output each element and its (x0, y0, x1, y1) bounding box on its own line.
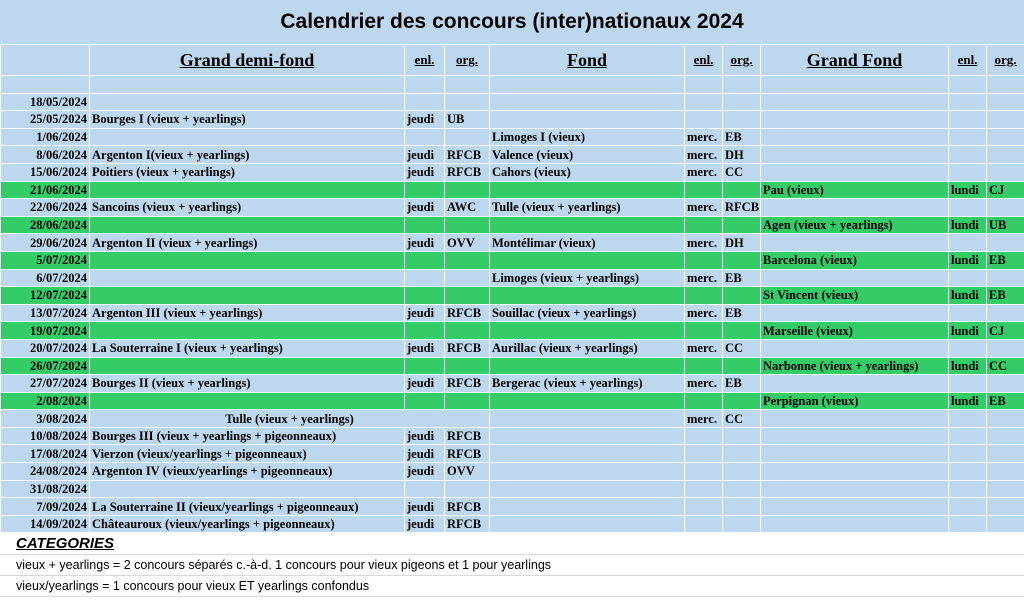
table-row (1, 216, 1024, 234)
org-cell (445, 251, 490, 269)
org-cell (723, 357, 761, 375)
enl-cell (949, 339, 987, 357)
grand-demi-fond-cell (90, 93, 405, 111)
date-cell: 15/06/2024 (1, 163, 90, 181)
enl-cell (949, 375, 987, 393)
enl-cell (405, 93, 445, 111)
fond-cell: Valence (vieux) (490, 146, 685, 164)
date-cell: 1/06/2024 (1, 128, 90, 146)
enl-cell: jeudi (405, 445, 445, 463)
enl-cell (685, 181, 723, 199)
enl-cell (949, 234, 987, 252)
org-cell: EB (723, 375, 761, 393)
table-row (1, 357, 1024, 375)
fond-cell (490, 93, 685, 111)
org-cell (987, 111, 1024, 129)
org-cell: CJ (987, 181, 1024, 199)
grand-fond-cell (761, 410, 949, 428)
date-cell: 25/05/2024 (1, 111, 90, 129)
date-cell: 5/07/2024 (1, 251, 90, 269)
enl-cell (949, 269, 987, 287)
grand-fond-cell: Narbonne (vieux + yearlings) (761, 357, 949, 375)
header-org-2: org. (723, 45, 761, 76)
grand-demi-fond-cell: Poitiers (vieux + yearlings) (90, 163, 405, 181)
grand-demi-fond-cell: Argenton II (vieux + yearlings) (90, 234, 405, 252)
fond-cell: Aurillac (vieux + yearlings) (490, 339, 685, 357)
grand-demi-fond-cell (90, 392, 405, 410)
fond-cell (490, 216, 685, 234)
org-cell (445, 128, 490, 146)
grand-demi-fond-cell (90, 322, 405, 340)
org-cell: RFCB (445, 445, 490, 463)
grand-fond-cell (761, 269, 949, 287)
org-cell (445, 181, 490, 199)
enl-cell: lundi (949, 392, 987, 410)
grand-fond-cell (761, 146, 949, 164)
org-cell (445, 357, 490, 375)
enl-cell: jeudi (405, 339, 445, 357)
enl-cell (685, 480, 723, 498)
grand-demi-fond-cell (90, 181, 405, 199)
org-cell: OVV (445, 234, 490, 252)
org-cell (445, 287, 490, 305)
fond-cell: Tulle (vieux + yearlings) (490, 199, 685, 217)
enl-cell (405, 287, 445, 305)
date-cell: 2/08/2024 (1, 392, 90, 410)
fond-cell (490, 445, 685, 463)
enl-cell: lundi (949, 287, 987, 305)
org-cell (987, 498, 1024, 516)
org-cell: DH (723, 146, 761, 164)
table-row (1, 199, 1024, 217)
enl-cell (949, 410, 987, 428)
date-cell: 6/07/2024 (1, 269, 90, 287)
enl-cell: lundi (949, 322, 987, 340)
org-cell (723, 216, 761, 234)
table-row (1, 515, 1024, 533)
table-row (1, 445, 1024, 463)
grand-fond-cell (761, 234, 949, 252)
org-cell: EB (987, 251, 1024, 269)
grand-demi-fond-cell: Argenton III (vieux + yearlings) (90, 304, 405, 322)
date-cell: 29/06/2024 (1, 234, 90, 252)
enl-cell: jeudi (405, 163, 445, 181)
org-cell: RFCB (445, 515, 490, 533)
date-cell: 19/07/2024 (1, 322, 90, 340)
fond-cell: Souillac (vieux + yearlings) (490, 304, 685, 322)
enl-cell: jeudi (405, 427, 445, 445)
grand-fond-cell (761, 339, 949, 357)
grand-fond-cell (761, 463, 949, 481)
calendar-table (0, 44, 1024, 533)
org-cell (987, 304, 1024, 322)
org-cell (445, 322, 490, 340)
date-cell: 13/07/2024 (1, 304, 90, 322)
enl-cell: jeudi (405, 375, 445, 393)
grand-demi-fond-cell: Vierzon (vieux/yearlings + pigeonneaux) (90, 445, 405, 463)
fond-cell (490, 111, 685, 129)
enl-cell: merc. (685, 269, 723, 287)
grand-demi-fond-cell: La Souterraine II (vieux/yearlings + pigeonneaux) (90, 498, 405, 516)
header-row (1, 45, 1024, 76)
spacer-row (1, 76, 1024, 94)
org-cell: UB (987, 216, 1024, 234)
org-cell: RFCB (723, 199, 761, 217)
header-date (1, 45, 90, 76)
grand-demi-fond-cell (90, 480, 405, 498)
fond-cell: Bergerac (vieux + yearlings) (490, 375, 685, 393)
grand-fond-cell: Barcelona (vieux) (761, 251, 949, 269)
header-org-1: org. (445, 45, 490, 76)
org-cell (987, 515, 1024, 533)
enl-cell (405, 357, 445, 375)
fond-cell (490, 251, 685, 269)
fond-cell: Limoges I (vieux) (490, 128, 685, 146)
grand-demi-fond-cell (90, 357, 405, 375)
table-row (1, 128, 1024, 146)
enl-cell: jeudi (405, 498, 445, 516)
header-org-3: org. (987, 45, 1024, 76)
table-row (1, 427, 1024, 445)
enl-cell (405, 322, 445, 340)
enl-cell (685, 515, 723, 533)
categories-legend (0, 534, 1024, 597)
enl-cell (949, 480, 987, 498)
org-cell (723, 498, 761, 516)
date-cell: 27/07/2024 (1, 375, 90, 393)
grand-demi-fond-cell (90, 216, 405, 234)
date-cell: 26/07/2024 (1, 357, 90, 375)
org-cell: AWC (445, 199, 490, 217)
fond-cell (490, 357, 685, 375)
org-cell (445, 93, 490, 111)
enl-cell: merc. (685, 199, 723, 217)
header-fond: Fond (490, 45, 685, 76)
categories-line-2: vieux/yearlings = 1 concours pour vieux ET yearlings confondus (0, 576, 1024, 597)
enl-cell (949, 199, 987, 217)
org-cell (723, 463, 761, 481)
enl-cell: lundi (949, 216, 987, 234)
table-row (1, 480, 1024, 498)
fond-cell (490, 498, 685, 516)
org-cell: DH (723, 234, 761, 252)
enl-cell (949, 427, 987, 445)
enl-cell (685, 93, 723, 111)
org-cell: CC (987, 357, 1024, 375)
org-cell (987, 199, 1024, 217)
enl-cell (685, 427, 723, 445)
org-cell: UB (445, 111, 490, 129)
enl-cell (685, 357, 723, 375)
date-cell: 20/07/2024 (1, 339, 90, 357)
grand-fond-cell (761, 427, 949, 445)
fond-cell (490, 287, 685, 305)
grand-demi-fond-cell: Argenton I(vieux + yearlings) (90, 146, 405, 164)
fond-cell (490, 181, 685, 199)
grand-demi-fond-cell: Châteauroux (vieux/yearlings + pigeonneaux) (90, 515, 405, 533)
grand-demi-fond-cell (90, 269, 405, 287)
date-cell: 17/08/2024 (1, 445, 90, 463)
org-cell (987, 463, 1024, 481)
org-cell (987, 234, 1024, 252)
enl-cell (949, 498, 987, 516)
date-cell: 10/08/2024 (1, 427, 90, 445)
grand-fond-cell (761, 199, 949, 217)
org-cell (723, 515, 761, 533)
header-enl-3: enl. (949, 45, 987, 76)
org-cell (987, 93, 1024, 111)
enl-cell: merc. (685, 234, 723, 252)
org-cell: CJ (987, 322, 1024, 340)
categories-title: CATEGORIES (0, 534, 1024, 555)
org-cell: RFCB (445, 427, 490, 445)
enl-cell: lundi (949, 251, 987, 269)
table-row (1, 375, 1024, 393)
org-cell (723, 445, 761, 463)
sheet-title: Calendrier des concours (inter)nationaux 2024 (0, 0, 1024, 44)
org-cell: RFCB (445, 498, 490, 516)
org-cell: CC (723, 410, 761, 428)
grand-fond-cell (761, 375, 949, 393)
enl-cell (949, 163, 987, 181)
date-cell: 8/06/2024 (1, 146, 90, 164)
enl-cell (405, 216, 445, 234)
date-cell: 21/06/2024 (1, 181, 90, 199)
fond-cell: Limoges (vieux + yearlings) (490, 269, 685, 287)
enl-cell (685, 392, 723, 410)
enl-cell (405, 128, 445, 146)
enl-cell (685, 251, 723, 269)
enl-cell: merc. (685, 163, 723, 181)
enl-cell (949, 146, 987, 164)
org-cell (987, 427, 1024, 445)
date-cell: 18/05/2024 (1, 93, 90, 111)
enl-cell (405, 251, 445, 269)
fond-cell (490, 410, 685, 428)
enl-cell: jeudi (405, 111, 445, 129)
org-cell (987, 410, 1024, 428)
grand-fond-cell: Agen (vieux + yearlings) (761, 216, 949, 234)
date-cell: 7/09/2024 (1, 498, 90, 516)
fond-cell (490, 392, 685, 410)
enl-cell: merc. (685, 375, 723, 393)
enl-cell: jeudi (405, 304, 445, 322)
enl-cell (949, 445, 987, 463)
org-cell: RFCB (445, 163, 490, 181)
table-row (1, 163, 1024, 181)
table-row (1, 269, 1024, 287)
enl-cell: jeudi (405, 515, 445, 533)
date-cell: 22/06/2024 (1, 199, 90, 217)
date-cell: 14/09/2024 (1, 515, 90, 533)
grand-demi-fond-cell (90, 128, 405, 146)
enl-cell (949, 304, 987, 322)
table-row (1, 287, 1024, 305)
enl-cell (685, 287, 723, 305)
enl-cell (685, 445, 723, 463)
table-row (1, 93, 1024, 111)
enl-cell: merc. (685, 304, 723, 322)
enl-cell (405, 392, 445, 410)
table-row (1, 392, 1024, 410)
grand-fond-cell (761, 445, 949, 463)
fond-cell (490, 480, 685, 498)
table-row (1, 181, 1024, 199)
enl-cell (949, 111, 987, 129)
header-enl-2: enl. (685, 45, 723, 76)
date-cell: 31/08/2024 (1, 480, 90, 498)
grand-demi-fond-cell (90, 287, 405, 305)
org-cell (987, 269, 1024, 287)
enl-cell: merc. (685, 128, 723, 146)
org-cell (723, 111, 761, 129)
table-row (1, 463, 1024, 481)
grand-fond-cell (761, 480, 949, 498)
org-cell (723, 181, 761, 199)
org-cell: CC (723, 339, 761, 357)
org-cell (445, 480, 490, 498)
grand-fond-cell: Pau (vieux) (761, 181, 949, 199)
enl-cell (949, 93, 987, 111)
table-row (1, 322, 1024, 340)
enl-cell (685, 463, 723, 481)
enl-cell (685, 498, 723, 516)
grand-fond-cell (761, 128, 949, 146)
enl-cell (949, 515, 987, 533)
enl-cell: merc. (685, 146, 723, 164)
org-cell (987, 445, 1024, 463)
enl-cell (685, 322, 723, 340)
header-grand-demi-fond: Grand demi-fond (90, 45, 405, 76)
org-cell: RFCB (445, 339, 490, 357)
org-cell: EB (723, 128, 761, 146)
org-cell (723, 427, 761, 445)
org-cell (723, 287, 761, 305)
fond-cell (490, 322, 685, 340)
table-row (1, 251, 1024, 269)
table-row (1, 410, 1024, 428)
fond-cell (490, 515, 685, 533)
header-grand-fond: Grand Fond (761, 45, 949, 76)
grand-fond-cell (761, 515, 949, 533)
org-cell: EB (987, 392, 1024, 410)
header-enl-1: enl. (405, 45, 445, 76)
grand-fond-cell (761, 304, 949, 322)
org-cell (987, 146, 1024, 164)
org-cell: RFCB (445, 375, 490, 393)
org-cell (445, 392, 490, 410)
org-cell (723, 322, 761, 340)
grand-fond-cell: Perpignan (vieux) (761, 392, 949, 410)
grand-fond-cell: Marseille (vieux) (761, 322, 949, 340)
grand-demi-fond-cell: Bourges III (vieux + yearlings + pigeonneaux) (90, 427, 405, 445)
org-cell (723, 392, 761, 410)
grand-fond-cell: St Vincent (vieux) (761, 287, 949, 305)
org-cell (987, 375, 1024, 393)
enl-cell (405, 181, 445, 199)
grand-fond-cell (761, 93, 949, 111)
grand-demi-fond-cell: La Souterraine I (vieux + yearlings) (90, 339, 405, 357)
org-cell: EB (723, 269, 761, 287)
org-cell (723, 251, 761, 269)
enl-cell (405, 480, 445, 498)
enl-cell: jeudi (405, 234, 445, 252)
org-cell: EB (987, 287, 1024, 305)
org-cell: EB (723, 304, 761, 322)
date-cell: 24/08/2024 (1, 463, 90, 481)
grand-fond-cell (761, 163, 949, 181)
merged-cell: Tulle (vieux + yearlings) (90, 410, 490, 428)
org-cell (723, 93, 761, 111)
enl-cell (685, 216, 723, 234)
org-cell: OVV (445, 463, 490, 481)
grand-demi-fond-cell (90, 251, 405, 269)
enl-cell (949, 128, 987, 146)
table-row (1, 234, 1024, 252)
grand-fond-cell (761, 111, 949, 129)
fond-cell: Cahors (vieux) (490, 163, 685, 181)
org-cell: CC (723, 163, 761, 181)
grand-demi-fond-cell: Argenton IV (vieux/yearlings + pigeonneaux) (90, 463, 405, 481)
enl-cell (685, 111, 723, 129)
table-row (1, 498, 1024, 516)
org-cell (445, 216, 490, 234)
table-row (1, 111, 1024, 129)
org-cell (987, 480, 1024, 498)
org-cell (987, 339, 1024, 357)
org-cell: RFCB (445, 146, 490, 164)
org-cell (987, 128, 1024, 146)
enl-cell: merc. (685, 410, 723, 428)
enl-cell: lundi (949, 181, 987, 199)
enl-cell: merc. (685, 339, 723, 357)
fond-cell: Montélimar (vieux) (490, 234, 685, 252)
grand-fond-cell (761, 498, 949, 516)
date-cell: 28/06/2024 (1, 216, 90, 234)
enl-cell: jeudi (405, 146, 445, 164)
date-cell: 3/08/2024 (1, 410, 90, 428)
table-row (1, 304, 1024, 322)
org-cell (445, 269, 490, 287)
grand-demi-fond-cell: Sancoins (vieux + yearlings) (90, 199, 405, 217)
org-cell (987, 163, 1024, 181)
enl-cell: jeudi (405, 463, 445, 481)
fond-cell (490, 427, 685, 445)
enl-cell (949, 463, 987, 481)
enl-cell: jeudi (405, 199, 445, 217)
categories-line-1: vieux + yearlings = 2 concours séparés c.-à-d. 1 concours pour vieux pigeons et 1 pour yearlings (0, 555, 1024, 576)
fond-cell (490, 463, 685, 481)
table-row (1, 339, 1024, 357)
table-row (1, 146, 1024, 164)
enl-cell: lundi (949, 357, 987, 375)
grand-demi-fond-cell: Bourges II (vieux + yearlings) (90, 375, 405, 393)
date-cell: 12/07/2024 (1, 287, 90, 305)
enl-cell (405, 269, 445, 287)
org-cell (723, 480, 761, 498)
org-cell: RFCB (445, 304, 490, 322)
grand-demi-fond-cell: Bourges I (vieux + yearlings) (90, 111, 405, 129)
